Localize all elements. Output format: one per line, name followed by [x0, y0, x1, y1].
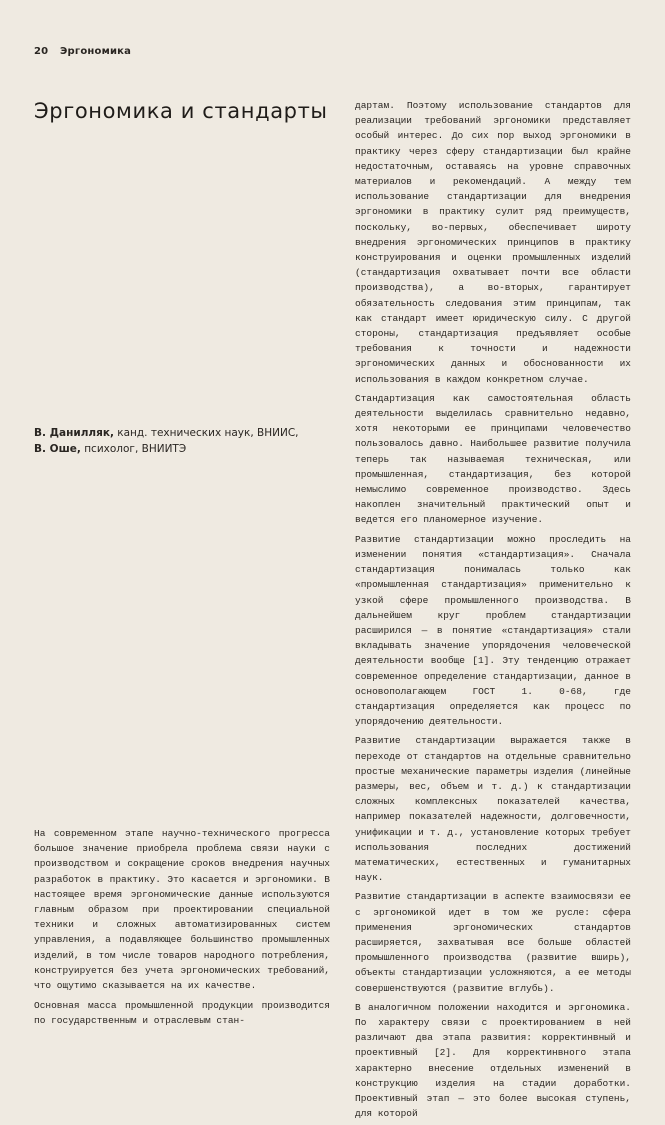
- paragraph: дартам. Поэтому использование стандартов для реализации требований эргономики представляет особый интерес. До сих пор выход эргономики в практику через сферу стандартизации был крайне недостаточным, оставаясь на уровне справочных материалов и рекомендаций. А между тем использование стандартизации для внедрения эргономики в практику сулит ряд преимуществ, поскольку, во-первых, обеспечивает широту внедрения эргономических принципов в практику конструирования и оценки промышленных изделий (стандартизация охватывает почти все области производства), а во-вторых, гарантирует обязательность следования этим принципам, так как стандарт имеет юридическую силу. С другой стороны, стандартизация предъявляет особые требования к точности и надежности эргономических данных и обоснованности их использования в каждом конкретном случае.: [355, 100, 631, 385]
- author-affiliation: канд. технических наук, ВНИИС,: [117, 427, 299, 439]
- article-title: Эргономика и стандарты: [34, 99, 328, 123]
- right-column: [355, 98, 631, 1125]
- author-name: В. Оше,: [34, 443, 81, 455]
- page-number: 20: [34, 46, 49, 57]
- left-column: [34, 826, 330, 1034]
- paragraph: Развитие стандартизации можно проследить на изменении понятия «стандартизация». Сначала стандартизация понималась только как «промышленная стандартизация» применительно к узкой сфере промышленного производства. В дальнейшем круг проблем стандартизации расширился — в понятие «стандартизация» стали вкладывать значение упорядочения человеческой деятельности вообще [1]. Эту тенденцию отражает современное определение стандартизации, данное в основополагающем ГОСТ 1. 0-68, где стандартизация определяется как процесс по упорядочению деятельности.: [355, 533, 631, 728]
- author-name: В. Данилляк,: [34, 427, 114, 439]
- paragraph: Стандартизация как самостоятельная область деятельности выделилась сравнительно недавно, хотя некоторыми ее принципами человечество пользовалось давно. Наибольшее развитие получила теперь так называемая техническая, или промышленная, стандартизация, без которой немыслимо современное производство. Здесь накоплен значительный практический опыт и ведется его планомерное изучение.: [355, 392, 631, 526]
- author-list: [34, 425, 334, 457]
- paragraph: В аналогичном положении находится и эргономика. По характеру связи с проектированием в ней различают два этапа развития: корректинвный и проективный [2]. Для корректинвного этапа характерно внесение отдельных изменений в конструкцию изделия на стадии доработки. Проективный этап — это более высокая ступень, для которой: [355, 1001, 631, 1120]
- author-line: [34, 425, 334, 441]
- paragraph: На современном этапе научно-технического прогресса большое значение приобрела проблема связи науки с производством и сокращение сроков внедрения научных разработок в практику. Это касается и эргономики. В настоящее время эргономические данные используются главным образом при проектировании специальной техники и сложных автоматизированных систем управления, а подавляющее большинство промышленных изделий, в том числе товаров народного потребления, конструируется без учета эргономических требований, что ощутимо сказывается на их качестве.: [34, 828, 330, 992]
- author-line: [34, 441, 334, 457]
- paragraph: Основная масса промышленной продукции производится по государственным и отраслевым стан-: [34, 1000, 330, 1027]
- author-affiliation: психолог, ВНИИТЭ: [84, 443, 187, 455]
- section-name: Эргономика: [60, 46, 132, 57]
- paragraph: Развитие стандартизации в аспекте взаимосвязи ее с эргономикой идет в том же русле: сфера применения эргономических стандартов расширяется, захватывая все больше областей промышленного производства (развитие вширь), объекты стандартизации усложняются, а ее методы совершенствуются (развитие вглубь).: [355, 891, 631, 994]
- running-header: [34, 46, 131, 57]
- paragraph: Развитие стандартизации выражается также в переходе от стандартов на отдельные сравнительно простые механические параметры изделия (линейные размеры, вес, объем и т. д.) к стандартизации сложных комплексных показателей качества, например показателей надежности, долговечности, унификации и т. д., установление которых требует использования последних достижений математических, естественных и гуманитарных наук.: [355, 735, 631, 884]
